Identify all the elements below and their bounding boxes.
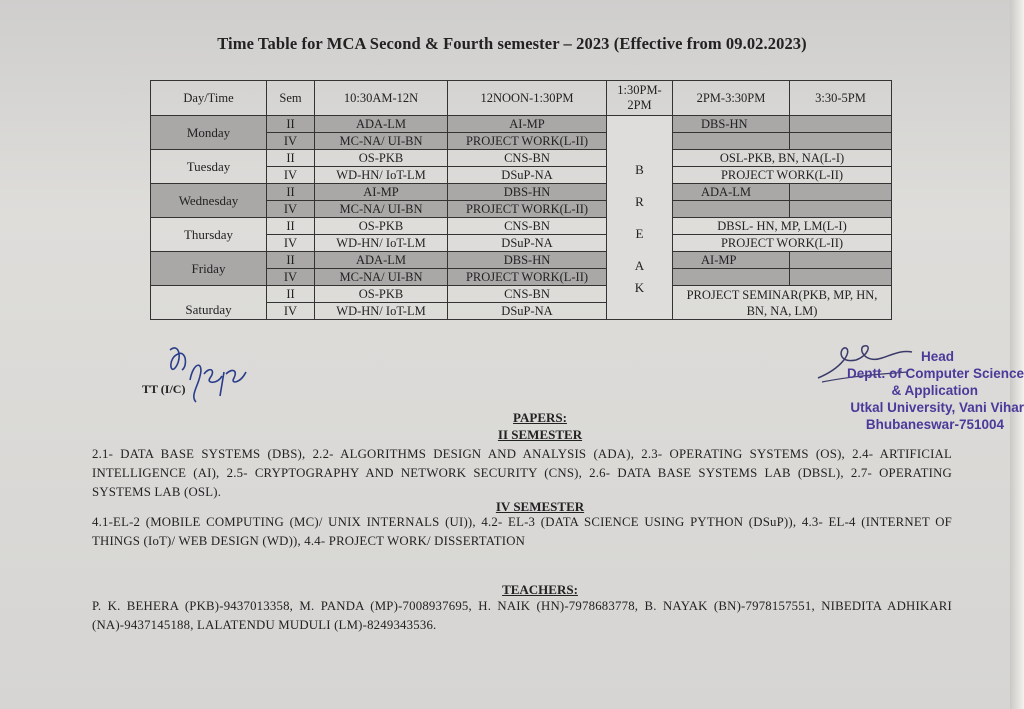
slot-cell: OS-PKB bbox=[315, 218, 448, 235]
slot-cell: MC-NA/ UI-BN bbox=[315, 269, 448, 286]
teachers-heading: TEACHERS: bbox=[502, 582, 578, 597]
day-label: Saturday bbox=[185, 302, 232, 317]
slot-cell bbox=[790, 201, 892, 218]
day-cell-monday: Monday bbox=[151, 116, 267, 150]
slot-cell: WD-HN/ IoT-LM bbox=[315, 167, 448, 184]
sem-cell: II bbox=[267, 150, 315, 167]
table-row bbox=[151, 252, 892, 269]
stamp-line: Bhubaneswar-751004 bbox=[865, 417, 1004, 432]
table-row bbox=[151, 184, 892, 201]
sem-cell: IV bbox=[267, 235, 315, 252]
papers-heading: PAPERS: bbox=[513, 410, 567, 425]
slot-cell bbox=[673, 133, 790, 150]
slot-cell: OSL-PKB, BN, NA(L-I) bbox=[673, 150, 892, 167]
slot-cell: OS-PKB bbox=[315, 286, 448, 303]
break-letter: R bbox=[635, 194, 644, 209]
header-cell: 12NOON-1:30PM bbox=[448, 81, 607, 116]
slot-cell: DSuP-NA bbox=[448, 303, 607, 320]
slot-cell: DBSL- HN, MP, LM(L-I) bbox=[673, 218, 892, 235]
tt-incharge-label: TT (I/C) bbox=[142, 382, 186, 396]
slot-cell bbox=[790, 184, 892, 201]
sem4-papers-text: 4.1-EL-2 (MOBILE COMPUTING (MC)/ UNIX INTERNALS (UI)), 4.2- EL-3 (DATA SCIENCE USING PYTHON (DSuP)), 4.3- EL-4 (INTERNET OF THINGS (IoT)/ WEB DESIGN (WD)), 4.4- PROJECT WORK/ DISSERTATION bbox=[92, 515, 952, 548]
table-row bbox=[151, 218, 892, 235]
header-cell: Sem bbox=[267, 81, 315, 116]
slot-cell: DBS-HN bbox=[673, 116, 790, 133]
slot-cell: PROJECT WORK(L-II) bbox=[673, 235, 892, 252]
break-letter: E bbox=[635, 226, 644, 241]
day-cell-saturday bbox=[151, 286, 267, 320]
slot-cell bbox=[790, 133, 892, 150]
slot-cell bbox=[673, 201, 790, 218]
stamp-line: Head bbox=[920, 349, 954, 364]
sem-cell: II bbox=[267, 252, 315, 269]
slot-cell: WD-HN/ IoT-LM bbox=[315, 235, 448, 252]
stamp-line: Utkal University, Vani Vihar bbox=[850, 400, 1024, 415]
break-column bbox=[607, 116, 673, 320]
slot-cell: AI-MP bbox=[673, 252, 790, 269]
slot-cell: ADA-LM bbox=[673, 184, 790, 201]
slot-cell: CNS-BN bbox=[448, 150, 607, 167]
header-cell: 3:30-5PM bbox=[790, 81, 892, 116]
document-title: Time Table for MCA Second & Fourth semester – 2023 (Effective from 09.02.2023) bbox=[217, 34, 807, 53]
day-cell-thursday: Thursday bbox=[151, 218, 267, 252]
table-row bbox=[151, 286, 892, 303]
slot-cell: DBS-HN bbox=[448, 252, 607, 269]
slot-cell: DSuP-NA bbox=[448, 235, 607, 252]
break-letter: K bbox=[634, 280, 645, 295]
sem-cell: IV bbox=[267, 269, 315, 286]
slot-cell bbox=[673, 269, 790, 286]
slot-cell: CNS-BN bbox=[448, 286, 607, 303]
slot-cell-project-seminar: PROJECT SEMINAR(PKB, MP, HN, BN, NA, LM) bbox=[673, 286, 892, 320]
sem-cell: II bbox=[267, 116, 315, 133]
sem-cell: II bbox=[267, 218, 315, 235]
slot-cell: CNS-BN bbox=[448, 218, 607, 235]
header-cell: Day/Time bbox=[151, 81, 267, 116]
break-letter: B bbox=[635, 162, 644, 177]
slot-cell: WD-HN/ IoT-LM bbox=[315, 303, 448, 320]
slot-cell: MC-NA/ UI-BN bbox=[315, 133, 448, 150]
table-row bbox=[151, 116, 892, 133]
slot-cell: PROJECT WORK(L-II) bbox=[448, 269, 607, 286]
slot-cell: MC-NA/ UI-BN bbox=[315, 201, 448, 218]
day-cell-friday: Friday bbox=[151, 252, 267, 286]
slot-cell: PROJECT WORK(L-II) bbox=[448, 133, 607, 150]
slot-cell: DSuP-NA bbox=[448, 167, 607, 184]
sem4-heading: IV SEMESTER bbox=[495, 499, 585, 514]
header-cell: 1:30PM- 2PM bbox=[607, 81, 673, 116]
table-header-row bbox=[151, 81, 892, 116]
sem-cell: IV bbox=[267, 133, 315, 150]
sem-cell: II bbox=[267, 184, 315, 201]
stamp-line: & Application bbox=[891, 383, 978, 398]
slot-cell: OS-PKB bbox=[315, 150, 448, 167]
header-cell: 2PM-3:30PM bbox=[673, 81, 790, 116]
sem-cell: IV bbox=[267, 201, 315, 218]
slot-cell: DBS-HN bbox=[448, 184, 607, 201]
slot-cell: PROJECT WORK(L-II) bbox=[448, 201, 607, 218]
timetable bbox=[150, 80, 892, 320]
slot-cell: AI-MP bbox=[315, 184, 448, 201]
sem2-heading: II SEMESTER bbox=[497, 427, 583, 442]
header-cell: 10:30AM-12N bbox=[315, 81, 448, 116]
table-row bbox=[151, 150, 892, 167]
slot-cell bbox=[790, 269, 892, 286]
slot-cell: AI-MP bbox=[448, 116, 607, 133]
day-cell-wednesday: Wednesday bbox=[151, 184, 267, 218]
slot-cell bbox=[790, 252, 892, 269]
slot-cell: ADA-LM bbox=[315, 252, 448, 269]
sem-cell: IV bbox=[267, 303, 315, 320]
sem-cell: II bbox=[267, 286, 315, 303]
sem-cell: IV bbox=[267, 167, 315, 184]
slot-cell: ADA-LM bbox=[315, 116, 448, 133]
teachers-text: P. K. BEHERA (PKB)-9437013358, M. PANDA (MP)-7008937695, H. NAIK (HN)-7978683778, B. NAYAK (BN)-7978157551, NIBEDITA ADHIKARI (NA)-9437145188, LALATENDU MUDULI (LM)-8249343536. bbox=[92, 599, 952, 632]
tt-handwritten-signature bbox=[160, 340, 260, 410]
day-cell-tuesday: Tuesday bbox=[151, 150, 267, 184]
slot-cell bbox=[790, 116, 892, 133]
sem2-papers-text: 2.1- DATA BASE SYSTEMS (DBS), 2.2- ALGORITHMS DESIGN AND ANALYSIS (ADA), 2.3- OPERATING SYSTEMS (OS), 2.4- ARTIFICIAL INTELLIGENCE (AI), 2.5- CRYPTOGRAPHY AND NETWORK SECURITY (CNS), 2.6- DATA BASE SYSTEMS LAB (DBSL), 2.7- OPERATING SYSTEMS LAB (OSL). bbox=[92, 447, 952, 499]
stamp-line: Deptt. of Computer Science bbox=[846, 366, 1024, 381]
break-letter: A bbox=[634, 258, 645, 273]
slot-cell: PROJECT WORK(L-II) bbox=[673, 167, 892, 184]
